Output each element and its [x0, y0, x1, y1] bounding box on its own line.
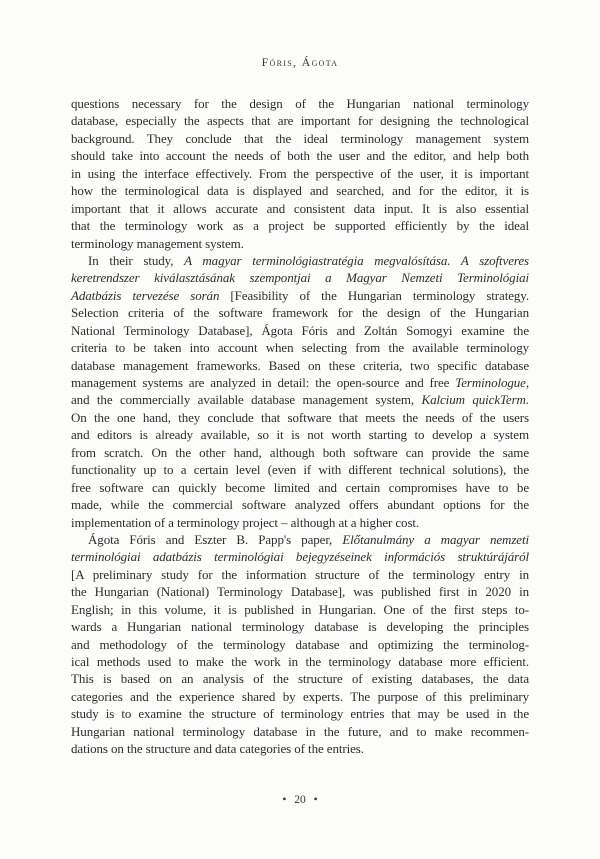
- text-run: in using the interface effectively. From the perspective of the user, it is important: [71, 165, 529, 181]
- text-run: ical methods used to make the work in the terminology database more efficient.: [71, 654, 529, 669]
- text-run: This is based on an analysis of the structure of existing databases, the data: [71, 671, 529, 687]
- text-run: wards a Hungarian national terminology database is developing the principles: [71, 619, 529, 635]
- text-line: [71, 130, 529, 147]
- italic-text-run: terminológiai adatbázis terminológiai bejegyzéseinek információs struktúrájáról: [71, 549, 529, 565]
- italic-text-run: Terminologue,: [455, 375, 529, 390]
- text-run: [A preliminary study for the information structure of the terminology entry in: [71, 566, 529, 582]
- body-text: [71, 95, 529, 758]
- text-run: database management frameworks. Based on these criteria, two specific database: [71, 357, 529, 373]
- text-line: [71, 461, 529, 478]
- text-line: [71, 548, 529, 565]
- text-run: the Hungarian (National) Terminology Database], was published first in 2020 in: [71, 584, 529, 600]
- text-run: should take into account the needs of both the user and the editor, and help both: [71, 148, 529, 164]
- text-line: [71, 339, 529, 356]
- text-run: criteria to be taken into account when selecting from the available terminology: [71, 340, 529, 356]
- text-line: [71, 374, 529, 391]
- text-line: [71, 165, 529, 182]
- text-line: [71, 322, 529, 339]
- text-line: [71, 653, 529, 670]
- text-run: In their study,: [88, 252, 185, 268]
- text-run: implementation of a terminology project – although at a higher cost.: [71, 514, 420, 530]
- text-line: [71, 618, 529, 635]
- text-line: [71, 566, 529, 583]
- text-run: English; in this volume, it is published in Hungarian. One of the first steps to-: [71, 601, 529, 617]
- text-line: [71, 287, 529, 304]
- italic-text-run: keretrendszer kiválasztásának szempontjai a Magyar Nemzeti Terminológiai: [71, 270, 529, 286]
- text-line: [71, 304, 529, 321]
- text-line: [71, 531, 529, 548]
- text-run: On the one hand, they conclude that software that meets the needs of the users: [71, 409, 529, 425]
- text-line: [71, 112, 529, 129]
- text-run: management systems are analyzed in detail: the open-source and free: [71, 375, 456, 390]
- text-line: [71, 636, 529, 653]
- text-run: free software can quickly become limited and certain compromises have to be: [71, 479, 529, 495]
- text-run: functionality up to a certain level (even if with different technical solutions), the: [71, 462, 529, 478]
- text-run: that the terminology work as a project be supported efficiently by the ideal: [71, 218, 529, 234]
- text-line: [71, 426, 529, 443]
- text-run: study is to examine the structure of terminology entries that may be used in the: [71, 706, 529, 722]
- italic-text-run: A magyar terminológiastratégia megvalósítása. A szoftveres: [184, 252, 529, 268]
- text-line: [71, 688, 529, 705]
- text-run: how the terminological data is displayed and searched, and for the editor, it is: [71, 183, 529, 199]
- text-line: [71, 496, 529, 513]
- text-run: important that it allows accurate and consistent data input. It is also essential: [71, 200, 529, 216]
- text-run: from scratch. On the other hand, although both software can provide the same: [71, 444, 529, 460]
- text-line: [71, 444, 529, 461]
- text-line: [71, 740, 529, 757]
- text-run: categories and the experience shared by experts. The purpose of this preliminary: [71, 688, 529, 704]
- text-line: [71, 723, 529, 740]
- text-run: National Terminology Database], Ágota Fóris and Zoltán Somogyi examine the: [71, 322, 529, 338]
- text-line: [71, 583, 529, 600]
- text-line: [71, 235, 529, 252]
- text-run: Ágota Fóris and Eszter B. Papp's paper,: [88, 531, 343, 547]
- text-run: questions necessary for the design of the Hungarian national terminology: [71, 96, 529, 111]
- text-run: database, especially the aspects that are important for designing the technological: [71, 113, 529, 129]
- text-line: [71, 217, 529, 234]
- page-number: • 20 •: [282, 794, 318, 806]
- text-run: made, while the commercial software analyzed offers abundant options for the: [71, 497, 529, 513]
- text-line: [71, 252, 529, 269]
- text-run: and methodology of the terminology database and optimizing the terminolog-: [71, 636, 529, 652]
- text-line: [71, 601, 529, 618]
- italic-text-run: Előtanulmány a magyar nemzeti: [342, 531, 529, 547]
- italic-text-run: Kalcium quickTerm.: [421, 392, 529, 408]
- text-run: background. They conclude that the ideal terminology management system: [71, 130, 529, 146]
- text-run: and the commercially available database management system,: [71, 392, 422, 408]
- text-line: [71, 357, 529, 374]
- text-line: [71, 409, 529, 426]
- running-head-author: Fóris, Ágota: [261, 55, 339, 69]
- text-line: [71, 391, 529, 408]
- text-run: and editors is already available, so it is not worth starting to develop a system: [71, 427, 529, 443]
- text-line: [71, 147, 529, 164]
- text-line: [71, 200, 529, 217]
- text-line: [71, 269, 529, 286]
- text-line: [71, 479, 529, 496]
- text-line: [71, 95, 529, 112]
- text-line: [71, 670, 529, 687]
- text-run: [Feasibility of the Hungarian terminology strategy.: [219, 287, 529, 303]
- text-run: Selection criteria of the software framework for the design of the Hungarian: [71, 305, 529, 321]
- text-line: [71, 705, 529, 722]
- text-run: Hungarian national terminology database in the future, and to make recommen-: [71, 723, 529, 739]
- italic-text-run: Adatbázis tervezése során: [71, 287, 220, 303]
- text-line: [71, 514, 529, 531]
- text-line: [71, 182, 529, 199]
- text-run: terminology management system.: [71, 235, 244, 251]
- text-run: dations on the structure and data categories of the entries.: [71, 741, 364, 757]
